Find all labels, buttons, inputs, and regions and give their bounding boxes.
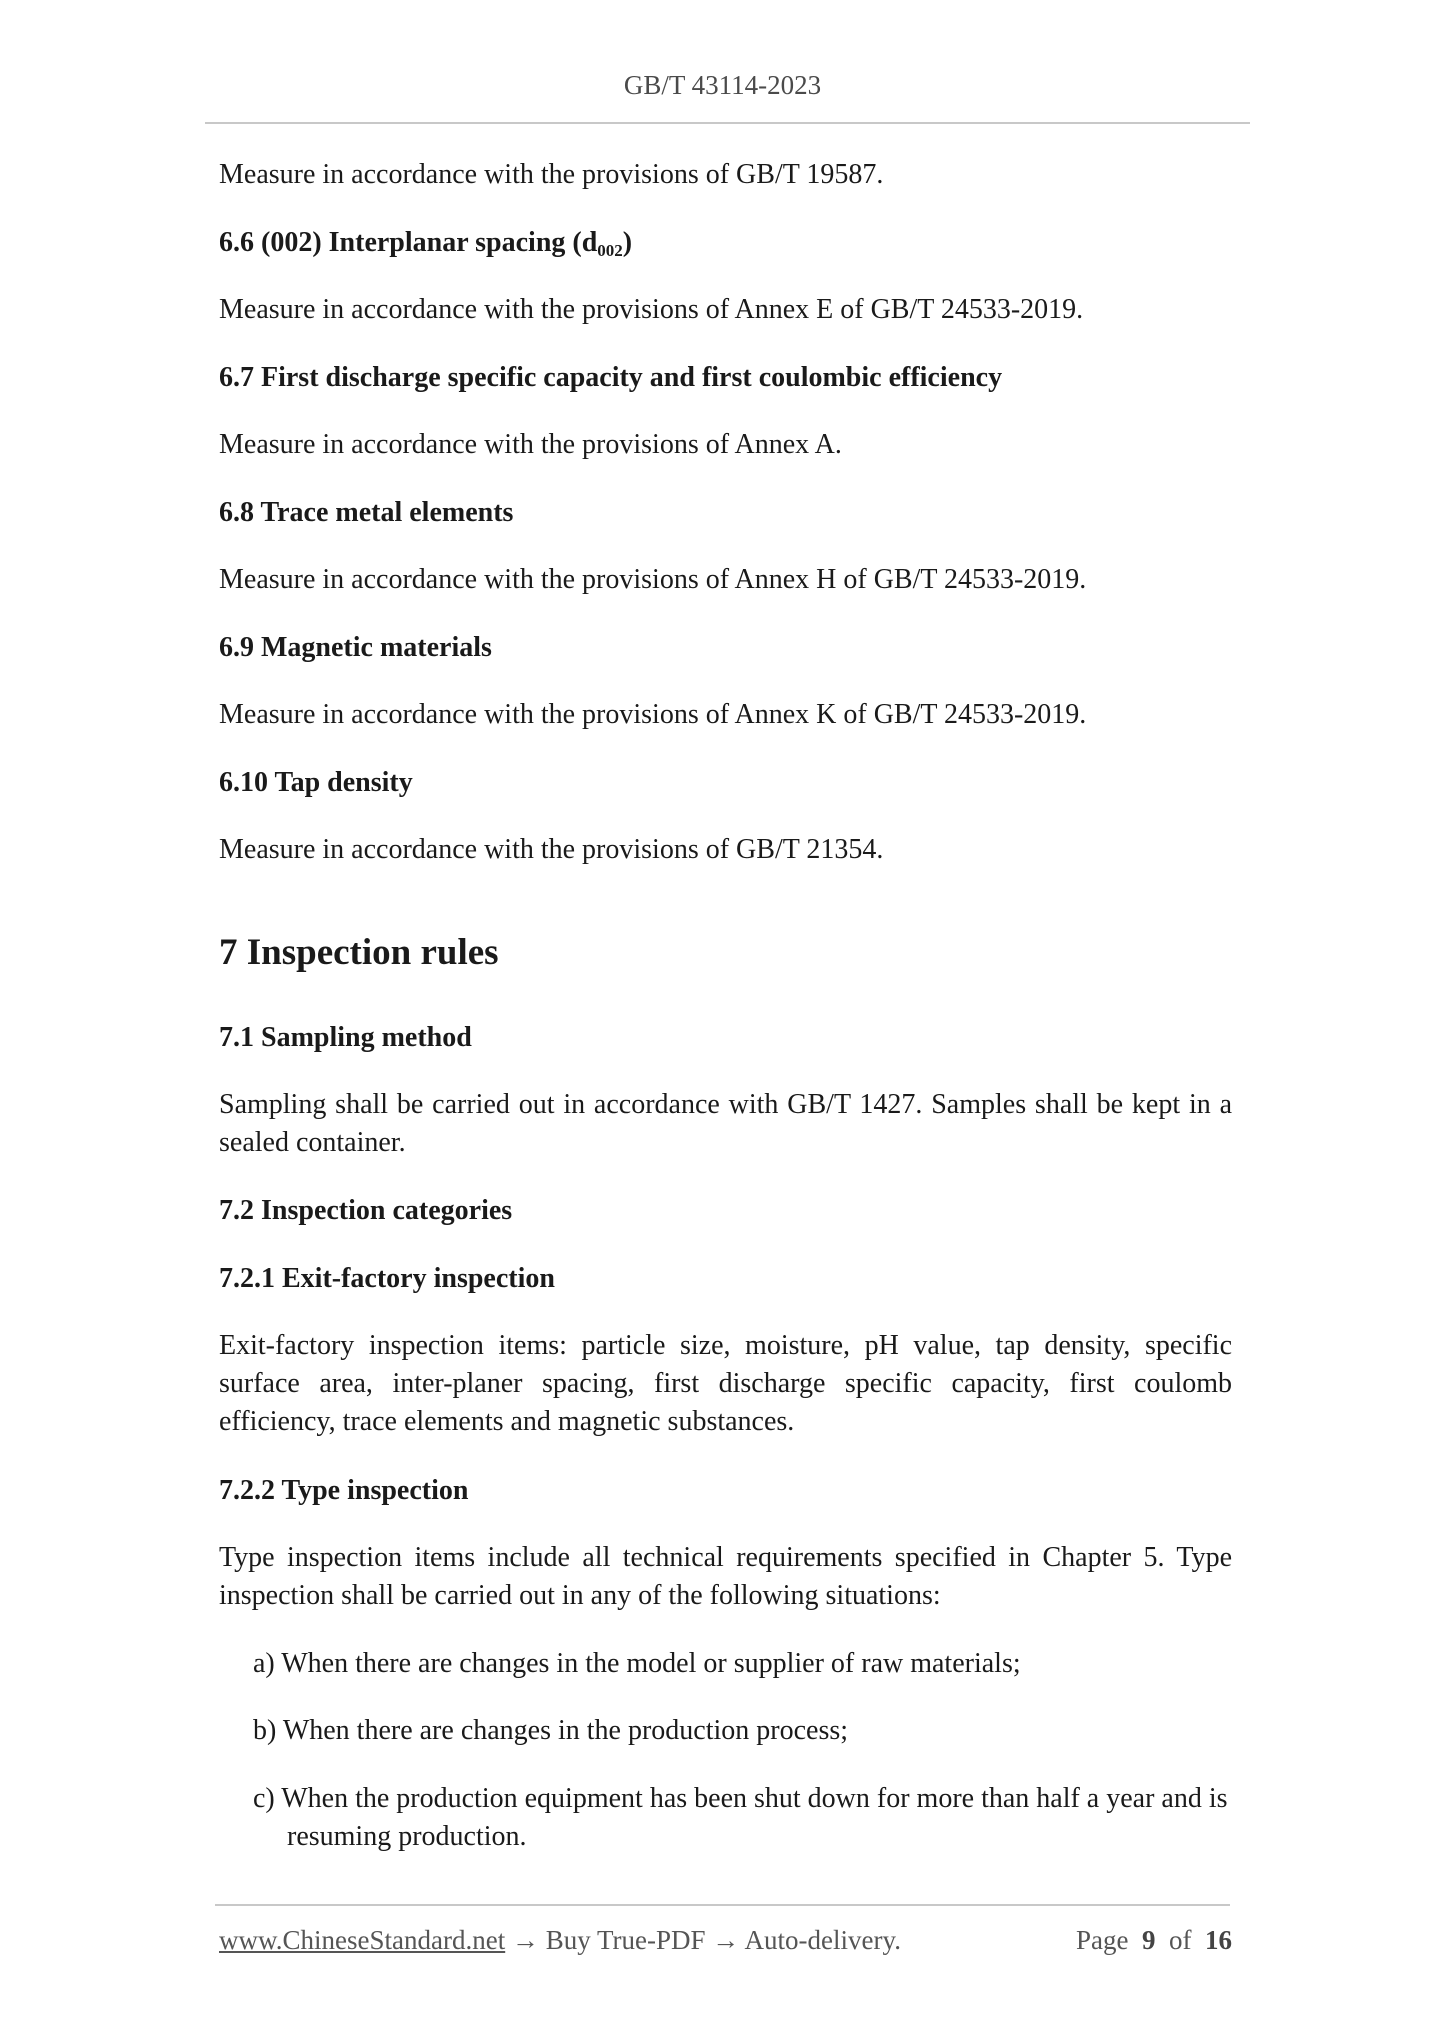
section-7-2-1-heading: 7.2.1 Exit-factory inspection xyxy=(219,1263,555,1294)
section-7-2-heading: 7.2 Inspection categories xyxy=(219,1195,513,1226)
section-6-7-heading: 6.7 First discharge specific capacity and first coulombic efficiency xyxy=(219,362,1003,393)
section-6-8-body: Measure in accordance with the provisions of Annex H of GB/T 24533-2019. xyxy=(219,564,1087,595)
current-page-number: 9 xyxy=(1142,1925,1156,1955)
website-link[interactable]: www.ChineseStandard.net xyxy=(219,1925,506,1955)
document-code-header: GB/T 43114-2023 xyxy=(623,70,822,100)
list-item: a) When there are changes in the model or supplier of raw materials; xyxy=(253,1648,1021,1679)
section-7-1-heading: 7.1 Sampling method xyxy=(219,1022,472,1053)
page-of-label: of xyxy=(1169,1925,1192,1955)
section-6-7-body: Measure in accordance with the provisions of Annex A. xyxy=(219,429,842,460)
section-7-1-body: Sampling shall be carried out in accordance with GB/T 1427. Samples shall be kept in a sealed container. xyxy=(219,1089,1232,1158)
section-7-heading: 7 Inspection rules xyxy=(219,932,499,973)
arrow-right-icon: → xyxy=(712,1925,740,1955)
section-7-2-2-body: Type inspection items include all technical requirements specified in Chapter 5. Type inspection shall be carried out in any of the following situations: xyxy=(219,1542,1232,1611)
page-label: Page xyxy=(1076,1925,1129,1955)
page-number xyxy=(1076,1922,1232,1958)
buy-pdf-text: Buy True-PDF xyxy=(545,1925,706,1955)
section-6-8-heading: 6.8 Trace metal elements xyxy=(219,497,514,528)
total-page-count: 16 xyxy=(1205,1925,1232,1955)
section-6-6-heading-close: ) xyxy=(622,227,633,258)
list-item: c) When the production equipment has been shut down for more than half a year and is resuming production. xyxy=(253,1783,1228,1852)
section-6-6-heading-text: 6.6 (002) Interplanar spacing (d xyxy=(219,227,598,258)
section-6-10-heading: 6.10 Tap density xyxy=(219,767,413,798)
auto-delivery-text: Auto-delivery. xyxy=(744,1925,901,1955)
footer-promo xyxy=(219,1922,901,1958)
section-6-9-body: Measure in accordance with the provisions of Annex K of GB/T 24533-2019. xyxy=(219,699,1087,730)
section-6-6-heading-subscript: 002 xyxy=(597,241,623,260)
footer-divider xyxy=(215,1904,1230,1906)
section-6-10-body: Measure in accordance with the provisions of GB/T 21354. xyxy=(219,834,884,865)
list-item: b) When there are changes in the production process; xyxy=(253,1715,849,1746)
section-6-9-heading: 6.9 Magnetic materials xyxy=(219,632,492,663)
arrow-right-icon: → xyxy=(511,1925,539,1955)
section-6-6-body: Measure in accordance with the provisions of Annex E of GB/T 24533-2019. xyxy=(219,294,1084,325)
section-7-2-2-heading: 7.2.2 Type inspection xyxy=(219,1475,469,1506)
section-7-2-1-body: Exit-factory inspection items: particle size, moisture, pH value, tap density, specific surface area, inter-planer spacing, first discharge specific capacity, first coulomb efficiency, trace elements and magnetic substances. xyxy=(219,1330,1232,1437)
section-6-5-body: Measure in accordance with the provisions of GB/T 19587. xyxy=(219,159,884,190)
section-6-6-heading xyxy=(219,224,1232,265)
header-divider xyxy=(205,122,1250,124)
